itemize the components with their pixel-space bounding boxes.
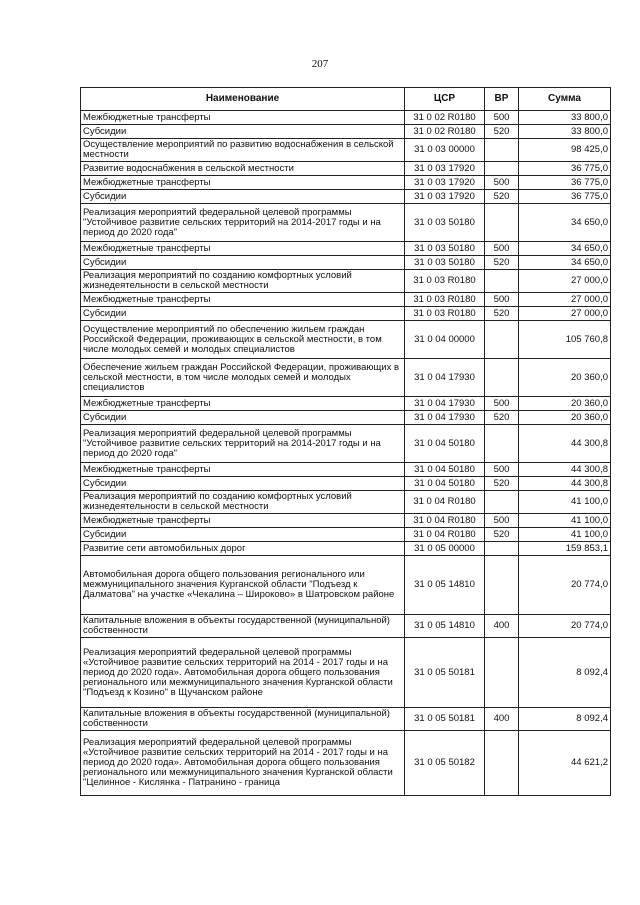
row-csr: 31 0 04 50180 [405,477,485,491]
row-sum: 98 425,0 [519,139,611,162]
row-sum: 34 650,0 [519,204,611,242]
row-csr: 31 0 03 17920 [405,190,485,204]
row-sum: 36 775,0 [519,162,611,176]
row-csr: 31 0 02 R0180 [405,125,485,139]
row-csr: 31 0 05 14810 [405,556,485,615]
row-csr: 31 0 04 R0180 [405,528,485,542]
row-vr [485,542,519,556]
row-vr: 500 [485,293,519,307]
row-sum: 34 650,0 [519,242,611,256]
row-csr: 31 0 05 50182 [405,731,485,796]
row-vr [485,204,519,242]
row-csr: 31 0 03 R0180 [405,293,485,307]
row-name: Реализация мероприятий федеральной целевой программы «Устойчивое развитие сельских территорий на 2014 - 2017 годы и на период до 2020 года». Автомобильная дорога общего пользования регионального или межмуниципального значения Курганской области "Подъезд к Козино" в Щучанском районе [81,638,405,708]
header-vr: ВР [485,88,519,111]
row-csr: 31 0 02 R0180 [405,111,485,125]
row-name: Реализация мероприятий по созданию комфортных условий жизнедеятельности в сельской местности [81,270,405,293]
row-name: Межбюджетные трансферты [81,176,405,190]
row-csr: 31 0 03 17920 [405,162,485,176]
row-name: Развитие сети автомобильных дорог [81,542,405,556]
table-row [81,293,611,307]
row-csr: 31 0 04 17930 [405,411,485,425]
row-name: Автомобильная дорога общего пользования регионального или межмуниципального значения Курганской области "Подъезд к Далматова" на участке «Чекалина – Широково» в Шатровском районе [81,556,405,615]
row-sum: 27 000,0 [519,307,611,321]
row-csr: 31 0 04 50180 [405,425,485,463]
table-row [81,256,611,270]
row-csr: 31 0 05 50181 [405,638,485,708]
row-vr: 520 [485,528,519,542]
row-vr: 500 [485,463,519,477]
row-name: Реализация мероприятий федеральной целевой программы "Устойчивое развитие сельских территорий на 2014-2017 годы и на период до 2020 года" [81,425,405,463]
row-sum: 41 100,0 [519,491,611,514]
row-sum: 44 621,2 [519,731,611,796]
row-csr: 31 0 04 R0180 [405,491,485,514]
row-vr: 400 [485,708,519,731]
row-sum: 8 092,4 [519,638,611,708]
row-name: Реализация мероприятий по созданию комфортных условий жизнедеятельности в сельской местности [81,491,405,514]
row-name: Осуществление мероприятий по развитию водоснабжения в сельской местности [81,139,405,162]
row-vr [485,731,519,796]
header-sum: Сумма [519,88,611,111]
row-name: Субсидии [81,307,405,321]
row-vr: 500 [485,242,519,256]
row-csr: 31 0 03 50180 [405,242,485,256]
budget-table [80,87,611,796]
row-vr [485,139,519,162]
row-vr: 520 [485,256,519,270]
table-row [81,491,611,514]
row-sum: 36 775,0 [519,176,611,190]
table-row [81,321,611,359]
row-sum: 41 100,0 [519,528,611,542]
row-sum: 27 000,0 [519,270,611,293]
row-vr: 520 [485,411,519,425]
row-csr: 31 0 05 14810 [405,615,485,638]
row-csr: 31 0 03 R0180 [405,270,485,293]
table-row [81,638,611,708]
row-csr: 31 0 04 00000 [405,321,485,359]
row-name: Реализация мероприятий федеральной целевой программы «Устойчивое развитие сельских территорий на 2014 - 2017 годы и на период до 2020 года». Автомобильная дорога общего пользования регионального или межмуниципального значения Курганской области "Целинное - Кислянка - Патранино - граница [81,731,405,796]
row-sum: 44 300,8 [519,425,611,463]
row-sum: 41 100,0 [519,514,611,528]
row-name: Межбюджетные трансферты [81,111,405,125]
table-row [81,190,611,204]
row-vr [485,491,519,514]
row-csr: 31 0 03 17920 [405,176,485,190]
row-sum: 105 760,8 [519,321,611,359]
row-sum: 20 774,0 [519,556,611,615]
row-name: Капитальные вложения в объекты государственной (муниципальной) собственности [81,708,405,731]
table-row [81,463,611,477]
row-vr: 520 [485,190,519,204]
row-sum: 159 853,1 [519,542,611,556]
row-csr: 31 0 03 R0180 [405,307,485,321]
row-vr: 520 [485,125,519,139]
table-row [81,139,611,162]
table-row [81,162,611,176]
header-name: Наименование [81,88,405,111]
table-row [81,514,611,528]
row-vr [485,321,519,359]
row-name: Развитие водоснабжения в сельской местности [81,162,405,176]
table-row [81,307,611,321]
table-row [81,176,611,190]
row-name: Субсидии [81,411,405,425]
table-row [81,204,611,242]
row-name: Субсидии [81,256,405,270]
row-sum: 34 650,0 [519,256,611,270]
row-sum: 36 775,0 [519,190,611,204]
row-name: Межбюджетные трансферты [81,242,405,256]
row-csr: 31 0 04 17930 [405,359,485,397]
table-row [81,242,611,256]
row-vr [485,162,519,176]
table-row [81,111,611,125]
row-vr: 520 [485,307,519,321]
row-vr [485,638,519,708]
row-csr: 31 0 05 50181 [405,708,485,731]
table-row [81,528,611,542]
table-row [81,411,611,425]
row-vr: 400 [485,615,519,638]
row-name: Субсидии [81,125,405,139]
row-sum: 44 300,8 [519,477,611,491]
row-csr: 31 0 04 17930 [405,397,485,411]
row-name: Субсидии [81,190,405,204]
row-name: Межбюджетные трансферты [81,463,405,477]
row-sum: 44 300,8 [519,463,611,477]
row-name: Межбюджетные трансферты [81,514,405,528]
row-name: Реализация мероприятий федеральной целевой программы "Устойчивое развитие сельских территорий на 2014-2017 годы и на период до 2020 года" [81,204,405,242]
row-sum: 33 800,0 [519,111,611,125]
row-sum: 20 360,0 [519,397,611,411]
row-sum: 20 774,0 [519,615,611,638]
row-vr [485,359,519,397]
table-row [81,125,611,139]
row-csr: 31 0 04 50180 [405,463,485,477]
row-vr [485,425,519,463]
header-csr: ЦСР [405,88,485,111]
table-row [81,542,611,556]
table-row [81,477,611,491]
table-row [81,397,611,411]
row-name: Осуществление мероприятий по обеспечению жильем граждан Российской Федерации, проживающих в сельской местности, в том числе молодых семей и молодых специалистов [81,321,405,359]
row-csr: 31 0 03 50180 [405,256,485,270]
row-vr [485,270,519,293]
row-sum: 8 092,4 [519,708,611,731]
table-row [81,615,611,638]
page-number: 207 [311,58,329,70]
table-row [81,731,611,796]
row-vr [485,556,519,615]
row-name: Межбюджетные трансферты [81,293,405,307]
table-row [81,270,611,293]
row-sum: 20 360,0 [519,359,611,397]
table-row [81,359,611,397]
row-name: Капитальные вложения в объекты государственной (муниципальной) собственности [81,615,405,638]
row-sum: 20 360,0 [519,411,611,425]
row-name: Субсидии [81,528,405,542]
row-sum: 27 000,0 [519,293,611,307]
row-name: Субсидии [81,477,405,491]
table-row [81,556,611,615]
row-name: Обеспечение жильем граждан Российской Федерации, проживающих в сельской местности, в том числе молодых семей и молодых специалистов [81,359,405,397]
row-sum: 33 800,0 [519,125,611,139]
row-vr: 500 [485,514,519,528]
row-csr: 31 0 03 00000 [405,139,485,162]
table-row [81,425,611,463]
table-row [81,708,611,731]
row-csr: 31 0 04 R0180 [405,514,485,528]
row-vr: 520 [485,477,519,491]
row-name: Межбюджетные трансферты [81,397,405,411]
row-vr: 500 [485,176,519,190]
table-header-row [81,88,611,111]
row-vr: 500 [485,397,519,411]
row-csr: 31 0 05 00000 [405,542,485,556]
row-csr: 31 0 03 50180 [405,204,485,242]
row-vr: 500 [485,111,519,125]
